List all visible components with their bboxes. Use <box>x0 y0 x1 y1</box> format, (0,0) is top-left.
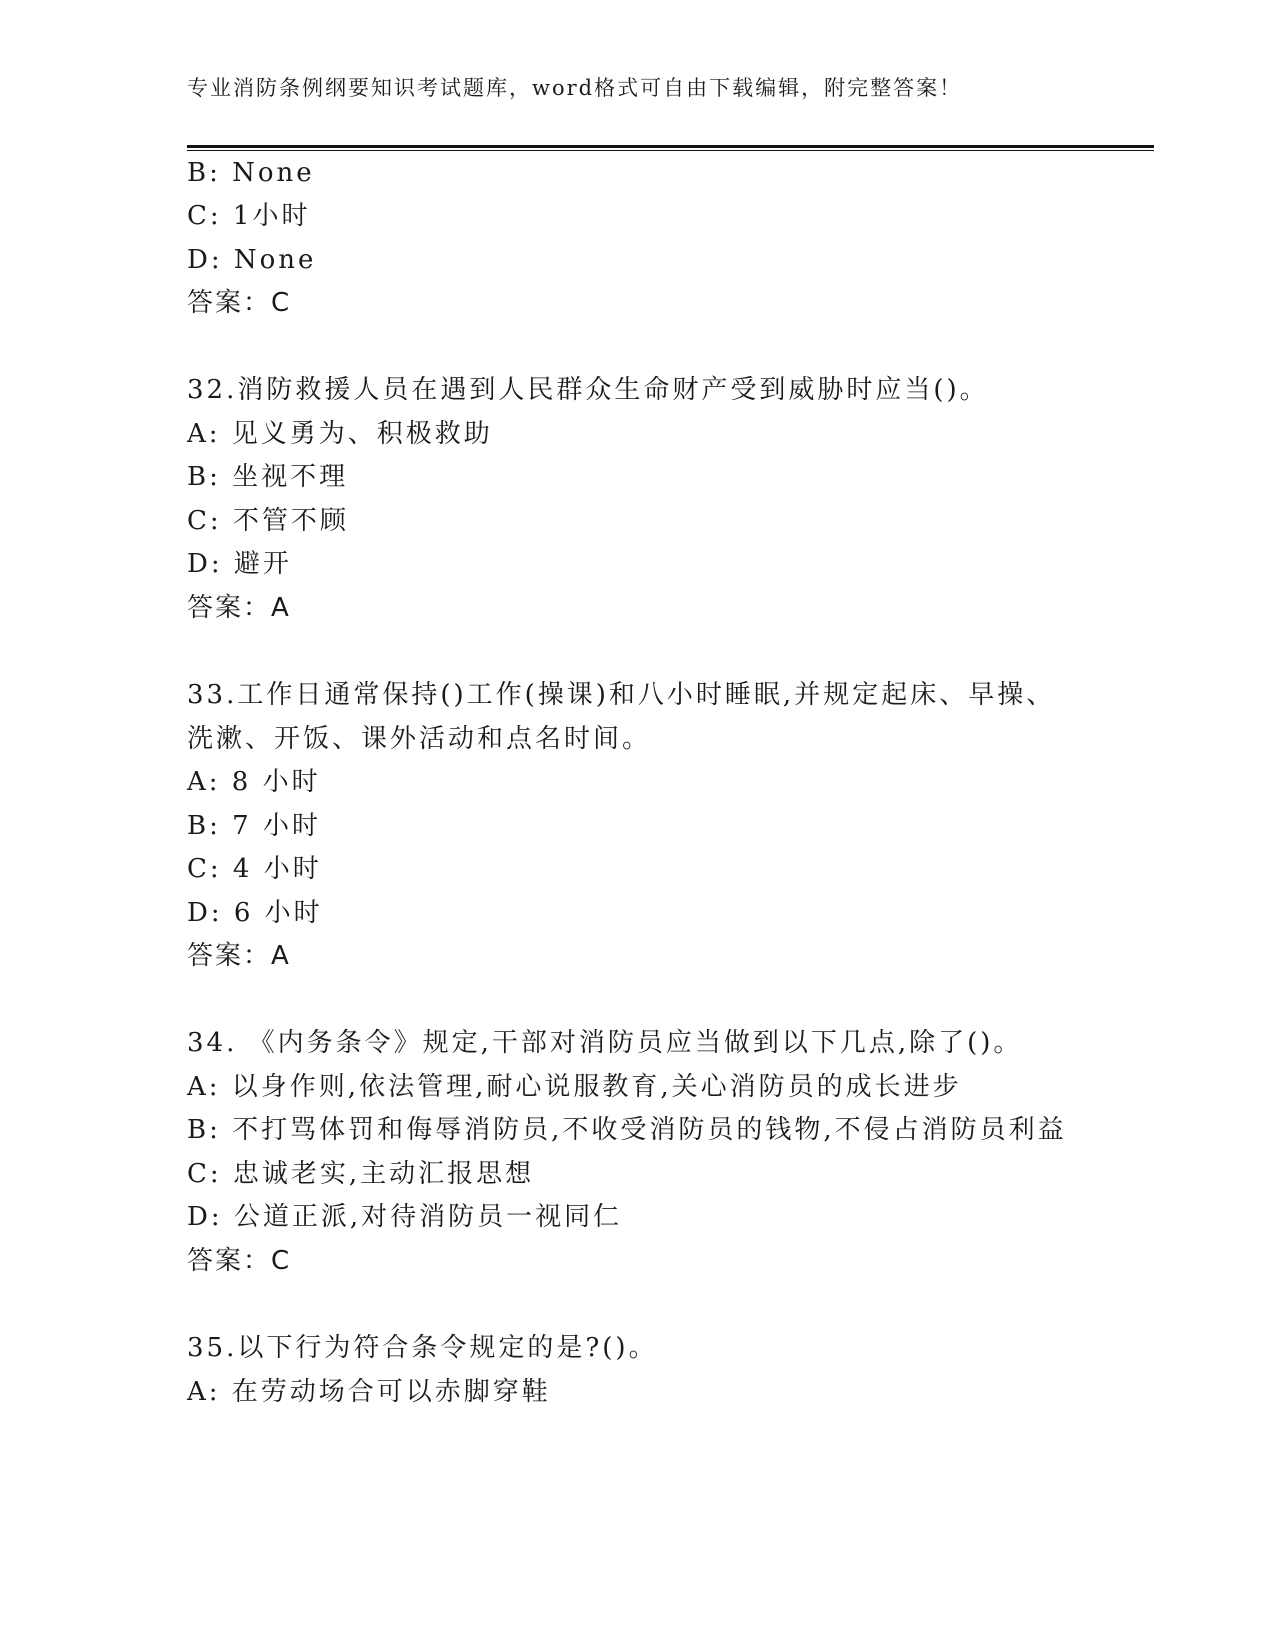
q32-option-d: D: 避开 <box>187 549 292 579</box>
q33-option-c: C: 4 小时 <box>187 854 322 884</box>
q34-option-d: D: 公道正派,对待消防员一视同仁 <box>187 1202 623 1232</box>
q32-answer: 答案：A <box>187 593 291 623</box>
q31-option-c: C: 1小时 <box>187 201 311 231</box>
q34-answer: 答案：C <box>187 1246 292 1276</box>
q35-stem: 35.以下行为符合条令规定的是?()。 <box>187 1333 658 1363</box>
q31-option-d: D: None <box>187 245 317 275</box>
q35-option-a: A: 在劳动场合可以赤脚穿鞋 <box>187 1377 551 1407</box>
q31-answer: 答案：C <box>187 288 292 318</box>
header-divider <box>187 145 1154 151</box>
q34-option-b: B: 不打骂体罚和侮辱消防员,不收受消防员的钱物,不侵占消防员利益 <box>187 1115 1067 1145</box>
q32-option-b: B: 坐视不理 <box>187 462 349 492</box>
q33-stem-line1: 33.工作日通常保持()工作(操课)和八小时睡眠,并规定起床、早操、 <box>187 680 1056 710</box>
page-header-title: 专业消防条例纲要知识考试题库，word格式可自由下载编辑，附完整答案！ <box>187 76 963 100</box>
q33-option-b: B: 7 小时 <box>187 811 321 841</box>
q32-option-a: A: 见义勇为、积极救助 <box>187 419 493 449</box>
q34-stem: 34. 《内务条令》规定,干部对消防员应当做到以下几点,除了()。 <box>187 1028 1023 1058</box>
q32-stem: 32.消防救援人员在遇到人民群众生命财产受到威胁时应当()。 <box>187 375 989 405</box>
q33-stem-line2: 洗漱、开饭、课外活动和点名时间。 <box>187 724 652 754</box>
q31-option-b: B: None <box>187 158 315 188</box>
q34-option-c: C: 忠诚老实,主动汇报思想 <box>187 1159 535 1189</box>
q34-option-a: A: 以身作则,依法管理,耐心说服教育,关心消防员的成长进步 <box>187 1072 962 1102</box>
q33-option-d: D: 6 小时 <box>187 898 323 928</box>
q32-option-c: C: 不管不顾 <box>187 506 349 536</box>
q33-answer: 答案：A <box>187 941 291 971</box>
q33-option-a: A: 8 小时 <box>187 767 321 797</box>
